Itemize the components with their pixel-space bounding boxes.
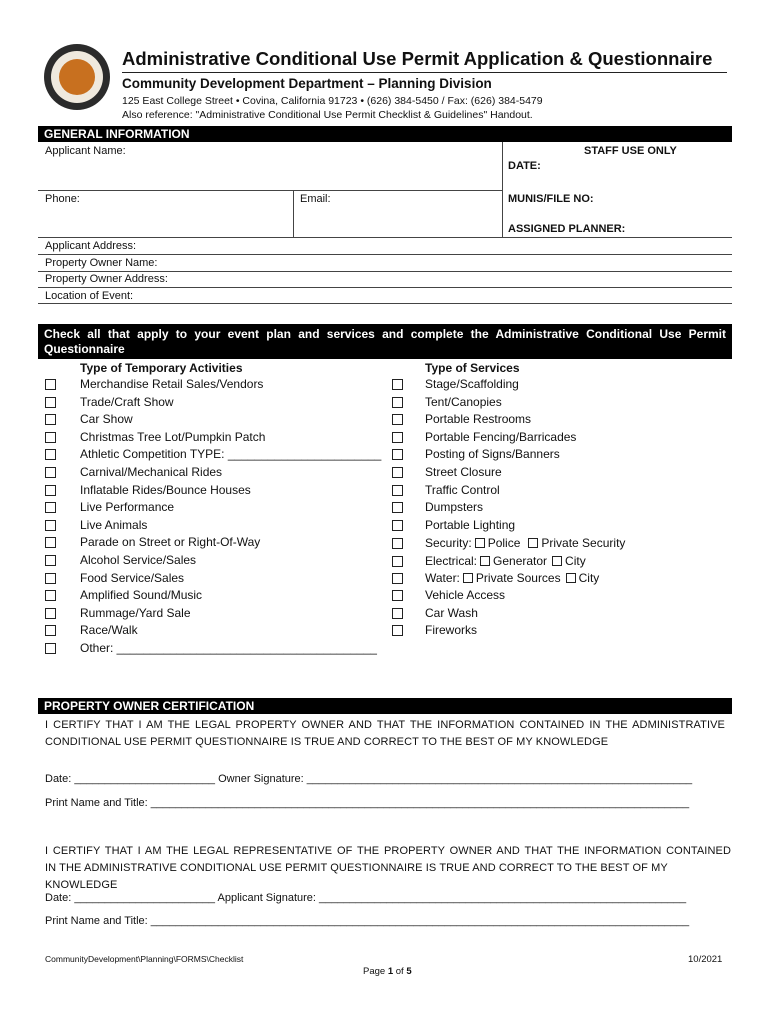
checkbox[interactable] bbox=[45, 590, 56, 601]
checkbox[interactable] bbox=[45, 397, 56, 408]
location-of-event-field[interactable]: Location of Event: bbox=[45, 290, 134, 302]
security-service bbox=[425, 536, 625, 550]
temporary-activity-item: Parade on Street or Right-Of-Way bbox=[80, 535, 261, 550]
service-item: Portable Fencing/Barricades bbox=[425, 429, 577, 444]
temporary-activity-item: Food Service/Sales bbox=[80, 570, 185, 585]
checkbox[interactable] bbox=[45, 643, 56, 654]
temporary-activity-item: Alcohol Service/Sales bbox=[80, 553, 197, 567]
electrical-label: Electrical: bbox=[425, 554, 478, 568]
checkbox[interactable] bbox=[528, 538, 538, 548]
checkbox[interactable] bbox=[45, 432, 56, 443]
checkbox[interactable] bbox=[480, 556, 490, 566]
title-divider bbox=[122, 72, 727, 73]
checkbox[interactable] bbox=[566, 573, 576, 583]
service-item: Dumpsters bbox=[425, 500, 484, 515]
checklist-header bbox=[38, 324, 732, 359]
staff-date-label: DATE: bbox=[508, 160, 541, 172]
checkbox[interactable] bbox=[392, 590, 403, 601]
checkbox[interactable] bbox=[392, 502, 403, 513]
checkbox[interactable] bbox=[45, 608, 56, 619]
field-divider bbox=[38, 271, 732, 272]
checkbox[interactable] bbox=[392, 556, 403, 567]
security-label: Security: bbox=[425, 536, 472, 550]
seal-center bbox=[59, 59, 95, 95]
checkbox[interactable] bbox=[45, 520, 56, 531]
property-owner-name-field[interactable]: Property Owner Name: bbox=[45, 257, 158, 269]
electrical-city-option: City bbox=[565, 554, 586, 568]
temporary-activities-heading: Type of Temporary Activities bbox=[80, 361, 243, 375]
electrical-service bbox=[425, 554, 586, 568]
checkbox[interactable] bbox=[392, 625, 403, 636]
checklist-heading-line-2: Questionnaire bbox=[44, 342, 125, 356]
owner-certification-line-1: I CERTIFY THAT I AM THE LEGAL PROPERTY OWNER AND THAT THE INFORMATION CONTAINED IN THE ADMINISTRATIVE bbox=[45, 719, 725, 731]
assigned-planner-label: ASSIGNED PLANNER: bbox=[508, 223, 626, 235]
checkbox[interactable] bbox=[45, 449, 56, 460]
checkbox[interactable] bbox=[45, 414, 56, 425]
footer-file-path: CommunityDevelopment\Planning\FORMS\Checklist bbox=[45, 954, 244, 964]
water-city-option: City bbox=[578, 571, 600, 585]
service-item: Portable Lighting bbox=[425, 517, 516, 532]
contact-address: 125 East College Street • Covina, California 91723 • (626) 384-5450 / Fax: (626) 384-5479 bbox=[122, 95, 543, 107]
owner-print-name-line[interactable]: Print Name and Title: ________________________________________________________________________________________ bbox=[45, 797, 690, 809]
service-item: Street Closure bbox=[425, 465, 502, 479]
security-police-option: Police bbox=[487, 536, 521, 550]
service-item: Car Wash bbox=[425, 605, 478, 620]
field-divider bbox=[38, 287, 732, 288]
water-service bbox=[425, 571, 599, 585]
service-item: Stage/Scaffolding bbox=[425, 377, 519, 391]
footer-revision-date: 10/2021 bbox=[688, 954, 723, 965]
applicant-address-field[interactable]: Applicant Address: bbox=[45, 240, 137, 252]
checkbox[interactable] bbox=[45, 379, 56, 390]
temporary-activity-item: Trade/Craft Show bbox=[80, 394, 174, 409]
temporary-activity-item: Race/Walk bbox=[80, 623, 138, 638]
service-item: Fireworks bbox=[425, 623, 478, 638]
checkbox[interactable] bbox=[392, 485, 403, 496]
applicant-name-field[interactable]: Applicant Name: bbox=[45, 145, 126, 157]
checkbox[interactable] bbox=[392, 538, 403, 549]
service-item: Traffic Control bbox=[425, 482, 500, 497]
temporary-activity-item: Live Animals bbox=[80, 517, 148, 532]
owner-certification-text bbox=[45, 717, 725, 751]
representative-certification-line-2: IN THE ADMINISTRATIVE CONDITIONAL USE PERMIT QUESTIONNAIRE IS TRUE AND CORRECT TO THE BEST OF MY KNOWLEDGE bbox=[45, 862, 668, 891]
service-item: Vehicle Access bbox=[425, 588, 506, 603]
checkbox[interactable] bbox=[392, 608, 403, 619]
checkbox[interactable] bbox=[45, 502, 56, 513]
munis-file-label: MUNIS/FILE NO: bbox=[508, 193, 594, 205]
general-information-header: GENERAL INFORMATION bbox=[38, 126, 732, 142]
checkbox[interactable] bbox=[392, 449, 403, 460]
water-private-option: Private Sources bbox=[475, 571, 561, 585]
services-heading: Type of Services bbox=[425, 361, 520, 375]
service-item: Portable Restrooms bbox=[425, 412, 532, 427]
checkbox[interactable] bbox=[45, 555, 56, 566]
city-seal bbox=[44, 44, 110, 110]
temporary-activity-item: Merchandise Retail Sales/Vendors bbox=[80, 377, 264, 391]
checkbox[interactable] bbox=[475, 538, 485, 548]
field-divider bbox=[38, 237, 732, 238]
representative-certification-text bbox=[45, 843, 731, 894]
checkbox[interactable] bbox=[392, 414, 403, 425]
staff-box-border bbox=[502, 142, 503, 237]
checkbox[interactable] bbox=[392, 379, 403, 390]
field-divider bbox=[38, 190, 502, 191]
field-divider bbox=[38, 303, 732, 304]
temporary-activity-item: Rummage/Yard Sale bbox=[80, 605, 191, 620]
temporary-activity-item: Other: _______________________________________ bbox=[80, 641, 377, 655]
temporary-activity-item: Athletic Competition TYPE: _______________________ bbox=[80, 447, 382, 462]
email-field[interactable]: Email: bbox=[300, 193, 331, 205]
page-total: 5 bbox=[406, 966, 412, 977]
service-item: Tent/Canopies bbox=[425, 394, 502, 409]
representative-certification-line-1: I CERTIFY THAT I AM THE LEGAL REPRESENTATIVE OF THE PROPERTY OWNER AND THAT THE INFORMATION CONTAINED bbox=[45, 845, 731, 857]
security-private-option: Private Security bbox=[541, 536, 626, 550]
page-of: of bbox=[395, 966, 404, 977]
field-divider bbox=[38, 254, 732, 255]
checkbox[interactable] bbox=[552, 556, 562, 566]
checkbox[interactable] bbox=[45, 467, 56, 478]
checkbox[interactable] bbox=[392, 573, 403, 584]
service-item: Posting of Signs/Banners bbox=[425, 447, 560, 462]
property-owner-address-field[interactable]: Property Owner Address: bbox=[45, 273, 168, 285]
page-number bbox=[363, 966, 412, 977]
certification-header: PROPERTY OWNER CERTIFICATION bbox=[38, 698, 732, 714]
applicant-print-name-line[interactable]: Print Name and Title: ________________________________________________________________________________________ bbox=[45, 915, 690, 927]
checkbox[interactable] bbox=[45, 573, 56, 584]
phone-field[interactable]: Phone: bbox=[45, 193, 80, 205]
checkbox[interactable] bbox=[392, 432, 403, 443]
temporary-activity-item: Car Show bbox=[80, 412, 133, 427]
temporary-activity-item: Live Performance bbox=[80, 500, 175, 515]
checkbox[interactable] bbox=[392, 520, 403, 531]
reference-note: Also reference: "Administrative Conditional Use Permit Checklist & Guidelines" Handout. bbox=[122, 109, 533, 121]
electrical-generator-option: Generator bbox=[493, 554, 548, 568]
checklist-heading-line-1: Check all that apply to your event plan and services and complete the Administrative Conditional Use Permit bbox=[44, 327, 726, 341]
temporary-activity-item: Carnival/Mechanical Rides bbox=[80, 465, 223, 479]
page-label: Page bbox=[363, 966, 386, 977]
temporary-activity-item: Inflatable Rides/Bounce Houses bbox=[80, 482, 251, 497]
checkbox[interactable] bbox=[392, 397, 403, 408]
applicant-date-signature-line[interactable]: Date: _______________________ Applicant Signature: ____________________________________________________________ bbox=[45, 892, 687, 904]
department-subtitle: Community Development Department – Planning Division bbox=[122, 76, 492, 91]
checkbox[interactable] bbox=[45, 485, 56, 496]
field-divider bbox=[293, 190, 294, 237]
checkbox[interactable] bbox=[463, 573, 473, 583]
staff-use-only-label: STAFF USE ONLY bbox=[584, 145, 677, 157]
page-current: 1 bbox=[387, 966, 394, 977]
temporary-activity-item: Amplified Sound/Music bbox=[80, 588, 203, 603]
owner-date-signature-line[interactable]: Date: _______________________ Owner Signature: _______________________________________________________________ bbox=[45, 773, 693, 785]
page-title: Administrative Conditional Use Permit Application & Questionnaire bbox=[122, 48, 713, 69]
temporary-activity-item: Christmas Tree Lot/Pumpkin Patch bbox=[80, 429, 266, 444]
checkbox[interactable] bbox=[45, 537, 56, 548]
water-label: Water: bbox=[425, 571, 460, 585]
checkbox[interactable] bbox=[392, 467, 403, 478]
owner-certification-line-2: CONDITIONAL USE PERMIT QUESTIONNAIRE IS TRUE AND CORRECT TO THE BEST OF MY KNOWLEDGE bbox=[45, 736, 609, 748]
checkbox[interactable] bbox=[45, 625, 56, 636]
